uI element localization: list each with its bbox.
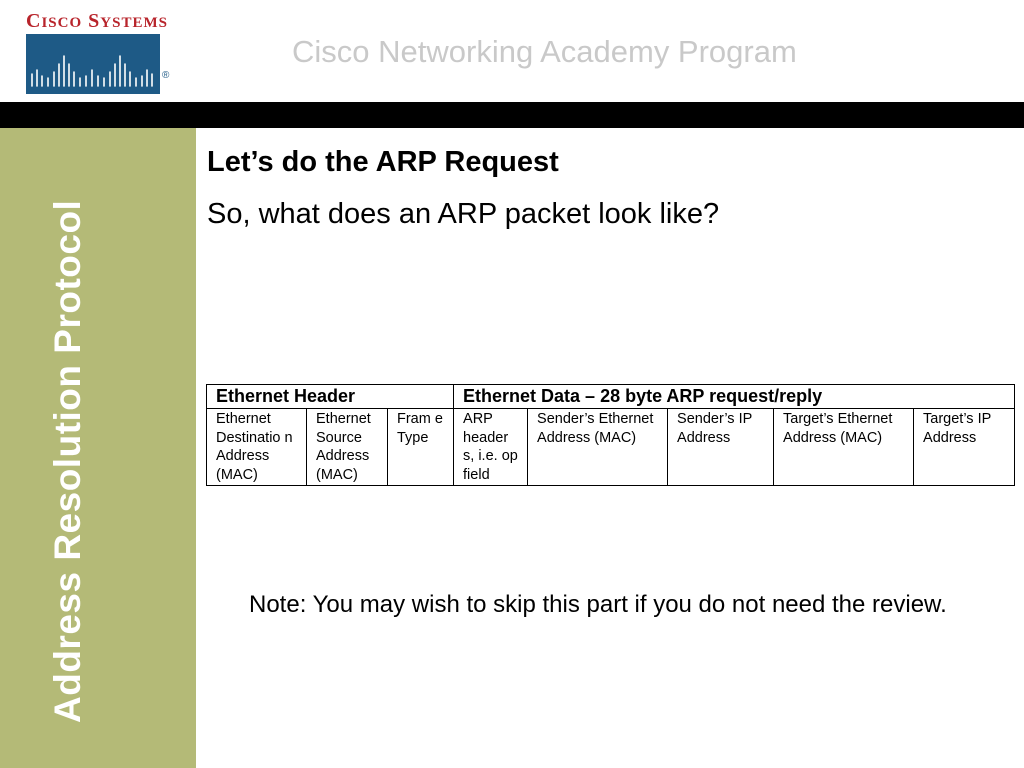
field-source-mac: Ethernet Source Address (MAC) <box>307 409 388 486</box>
slide-subheading: So, what does an ARP packet look like? <box>207 198 720 230</box>
field-sender-mac: Sender’s Ethernet Address (MAC) <box>528 409 668 486</box>
header-divider-bar <box>0 102 1024 128</box>
field-target-ip: Target’s IP Address <box>914 409 1015 486</box>
cisco-bridge-icon <box>26 34 160 94</box>
field-arp-headers: ARP header s, i.e. op field <box>454 409 528 486</box>
slide-heading: Let’s do the ARP Request <box>207 146 559 178</box>
field-dest-mac: Ethernet Destinatio n Address (MAC) <box>207 409 307 486</box>
field-target-mac: Target’s Ethernet Address (MAC) <box>774 409 914 486</box>
field-frame-type: Fram e Type <box>388 409 454 486</box>
arp-packet-table <box>206 384 1015 486</box>
sidebar-panel <box>0 128 196 768</box>
ethernet-header-cell: Ethernet Header <box>207 385 454 409</box>
review-note: Note: You may wish to skip this part if you do not need the review. <box>249 591 947 618</box>
ethernet-data-cell: Ethernet Data – 28 byte ARP request/reply <box>454 385 1015 409</box>
cisco-logo <box>26 10 176 90</box>
program-title: Cisco Networking Academy Program <box>292 34 797 69</box>
cisco-logo-text: CISCO SYSTEMS <box>26 10 168 32</box>
registered-icon: ® <box>162 70 170 81</box>
field-sender-ip: Sender’s IP Address <box>668 409 774 486</box>
sidebar-title: Address Resolution Protocol <box>47 199 88 723</box>
